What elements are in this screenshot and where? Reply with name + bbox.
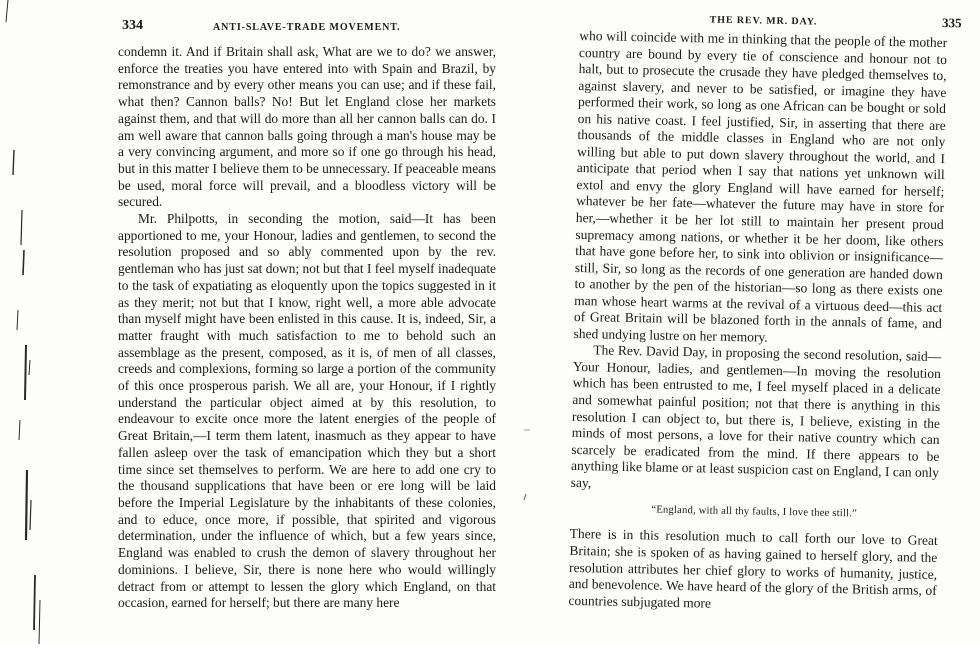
right-page (568, 0, 962, 651)
quotation: “England, with all thy faults, I love thee still.” (651, 504, 858, 520)
right-page-header-title: THE REV. MR. DAY. (709, 14, 818, 28)
left-page-header-title: ANTI-SLAVE-TRADE MOVEMENT. (213, 22, 401, 33)
right-paragraph: The Rev. David Day, in proposing the second resolution, said—Your Honour, ladies, and gentlemen—In moving the resolution which has been entrusted to me, I feel myself placed in a delicate and somewhat painful position; not that there is anything in this resolution I can object to, but there is, I believe, existing in the minds of most persons, a love for their native country which can scarcely be eradicated from the mind. If there appears to be anything like blame or at least suspicion cast on England, I can only say, (570, 342, 942, 491)
left-page (118, 0, 496, 644)
left-paragraph: Mr. Philpotts, in seconding the motion, said—It has been apportioned to me, your Honour, ladies and gentlemen, to second the resolution proposed and so ably commented upon by the rev. gentleman who has just sat down; not but that I feel myself inadequate to the task of expatiating as eloquently upon the topics suggested in it as they merit; not but that I know, right well, a more able advocate than myself might have been enlisted in this cause. It is, indeed, Sir, a matter fraught with much satisfaction to me to behold such an assemblage as the present, composed, as it is, of men of all classes, creeds and complexions, forming so large a portion of the community of this once prosperous parish. We all are, your Honour, if I rightly understand the particular object aimed at by this resolution, to endeavour to excite once more the latent energies of the people of Great Britain,—I term them latent, inasmuch as they appear to have fallen asleep over the task of emancipation which they but a short time since set themselves to perform. We are here to add one cry to the thousand supplications that have been or ere long will be laid before the Imperial Legislature by the inhabitants of these colonies, and to educe, once more, if possible, that spirited and vigorous determination, under the influence of which, but a few years since, England was enabled to crush the demon of slavery throughout her dominions. I believe, Sir, there is none here who would willingly detract from or attempt to lessen the glory which England, on that occasion, earned for herself; but there are many here (118, 211, 496, 611)
left-paragraph: condemn it. And if Britain shall ask, What are we to do? we answer, enforce the treaties you have entered into with Spain and Brazil, by remonstrance and by every other means you can use; and if these fail, what then? Cannon balls? No! But let England close her markets against them, and that will do more than all her cannon balls can do. I am well aware that cannon balls going through a man's house may be a very convincing argument, and more so if one go through his head, but in this matter I believe them to be unnecessary. If peaceable means be used, moral force will prevail, and a bloodless victory will be secured. (118, 44, 497, 210)
gutter-marks (512, 0, 572, 644)
scan-edge-marks (0, 0, 50, 644)
right-page-body (571, 28, 948, 498)
left-page-number: 334 (122, 18, 143, 33)
right-page-number: 335 (941, 14, 962, 31)
left-page-body (118, 44, 496, 612)
right-closing-paragraph: There is in this resolution much to call forth our love to Great Britain; she is spoken of as having gained to herself glory, and the resolution attributes her chief glory to works of humanity, justice, and benevolence. We have heard of the glory of the British arms, of countries subjugated more (568, 526, 938, 611)
left-running-head (118, 18, 496, 46)
right-paragraph: who will coincide with me in thinking that the people of the mother country are bound by every tie of conscience and honour not to halt, but to prosecute the crusade they have pledged themselves to, against slavery, and never to be satisfied, or imagine they have performed their work, so long as one African can be bought or sold on his native coast. I feel justified, Sir, in asserting that there are thousands of the middle classes in England who are not only willing but able to put down slavery throughout the world, and I anticipate that period when I say that nations yet unknown will extol and envy the glory England will have earned for herself; whatever be her fate—whatever the future may have in store for her,—whether it be her lot still to maintain her present proud supremacy among nations, or whether it be her doom, like others that have gone before her, to sink into oblivion or insignificance—still, Sir, so long as the records of one generation are handed down to another by the pen of the historian—so long as there exists one man whose heart warms at the revival of a virtuous deed—this act of Great Britain will be blazoned forth in the annals of fame, and shed undying lustre on her memory. (573, 27, 948, 345)
